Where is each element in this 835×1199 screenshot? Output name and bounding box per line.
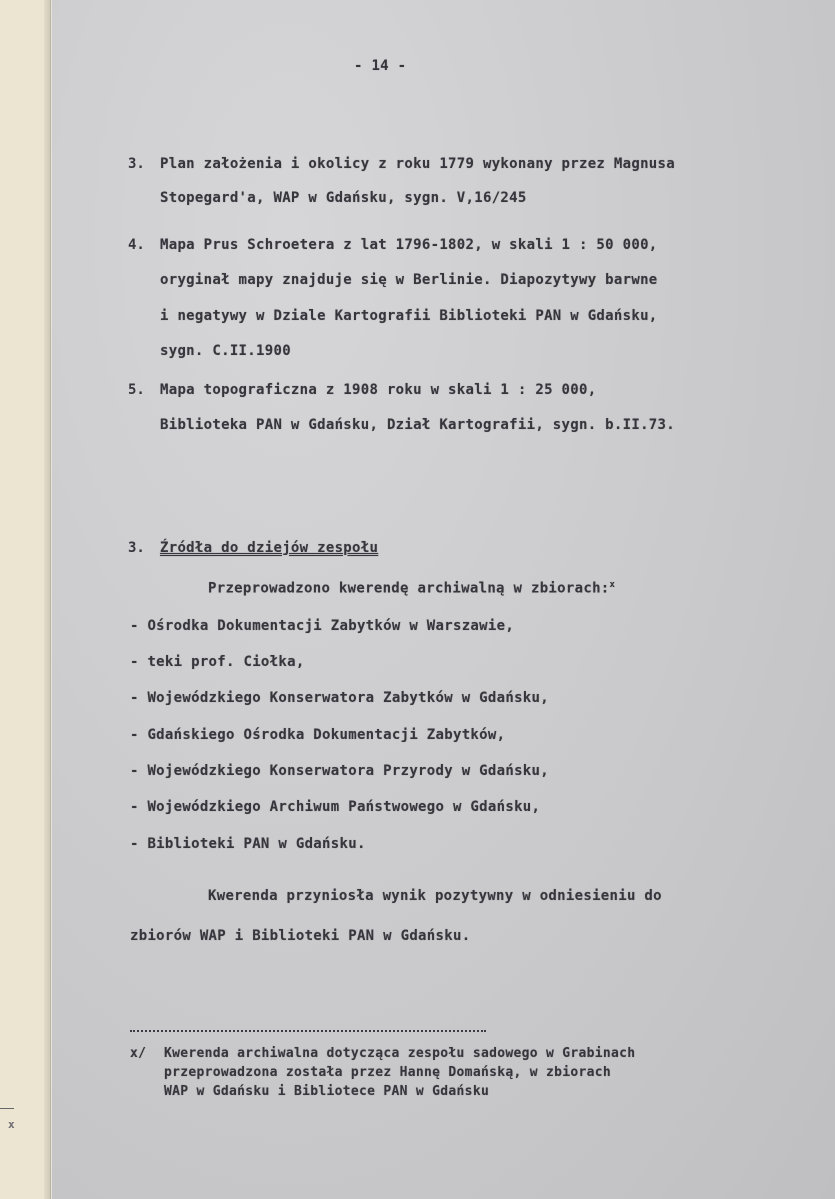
document-page [52,0,835,1199]
source-line: Plan założenia i okolicy z roku 1779 wykonany przez Magnusa [160,156,675,172]
list-item: - Wojewódzkiego Konserwatora Przyrody w Gdańsku, [130,763,549,779]
footnote-line: Kwerenda archiwalna dotycząca zespołu sadowego w Grabinach [164,1046,636,1061]
list-item: - teki prof. Ciołka, [130,654,305,670]
list-item: - Gdańskiego Ośrodka Dokumentacji Zabytków, [130,727,506,743]
facing-page-edge [0,0,51,1199]
source-line: i negatywy w Dziale Kartografii Biblioteki PAN w Gdańsku, [160,308,658,324]
source-line: Biblioteka PAN w Gdańsku, Dział Kartografii, sygn. b.II.73. [160,417,675,433]
edge-tick [0,1108,14,1109]
page-number: - 14 - [354,58,407,74]
list-item: - Ośrodka Dokumentacji Zabytków w Warszawie, [130,618,515,634]
source-line: Mapa Prus Schroetera z lat 1796-1802, w skali 1 : 50 000, [160,237,658,253]
result-line: Kwerenda przyniosła wynik pozytywny w odniesieniu do [208,888,662,904]
footnote-line: przeprowadzona została przez Hannę Domańską, w zbiorach [164,1065,611,1080]
section-intro [208,580,615,597]
list-item: - Wojewódzkiego Konserwatora Zabytków w Gdańsku, [130,690,549,706]
source-line: sygn. C.II.1900 [160,343,291,359]
section-number: 3. [128,540,145,556]
footnote-line: WAP w Gdańsku i Bibliotece PAN w Gdańsku [164,1084,490,1099]
source-number: 5. [128,382,145,398]
footnote-separator [130,1030,486,1032]
footnote-marker: x/ [130,1046,147,1061]
source-number: 3. [128,156,145,172]
footnote-ref: x [609,580,616,590]
source-line: oryginał mapy znajduje się w Berlinie. Diapozytywy barwne [160,272,658,288]
margin-mark: x [8,1118,15,1131]
source-line: Mapa topograficzna z 1908 roku w skali 1 : 25 000, [160,382,597,398]
source-line: Stopegard'a, WAP w Gdańsku, sygn. V,16/245 [160,190,527,206]
source-number: 4. [128,237,145,253]
list-item: - Biblioteki PAN w Gdańsku. [130,836,366,852]
result-line: zbiorów WAP i Biblioteki PAN w Gdańsku. [130,928,471,944]
page-fold-shadow [44,0,50,1199]
section-heading: Źródła do dziejów zespołu [160,540,379,556]
list-item: - Wojewódzkiego Archiwum Państwowego w Gdańsku, [130,799,541,815]
intro-text: Przeprowadzono kwerendę archiwalną w zbiorach: [208,580,610,597]
